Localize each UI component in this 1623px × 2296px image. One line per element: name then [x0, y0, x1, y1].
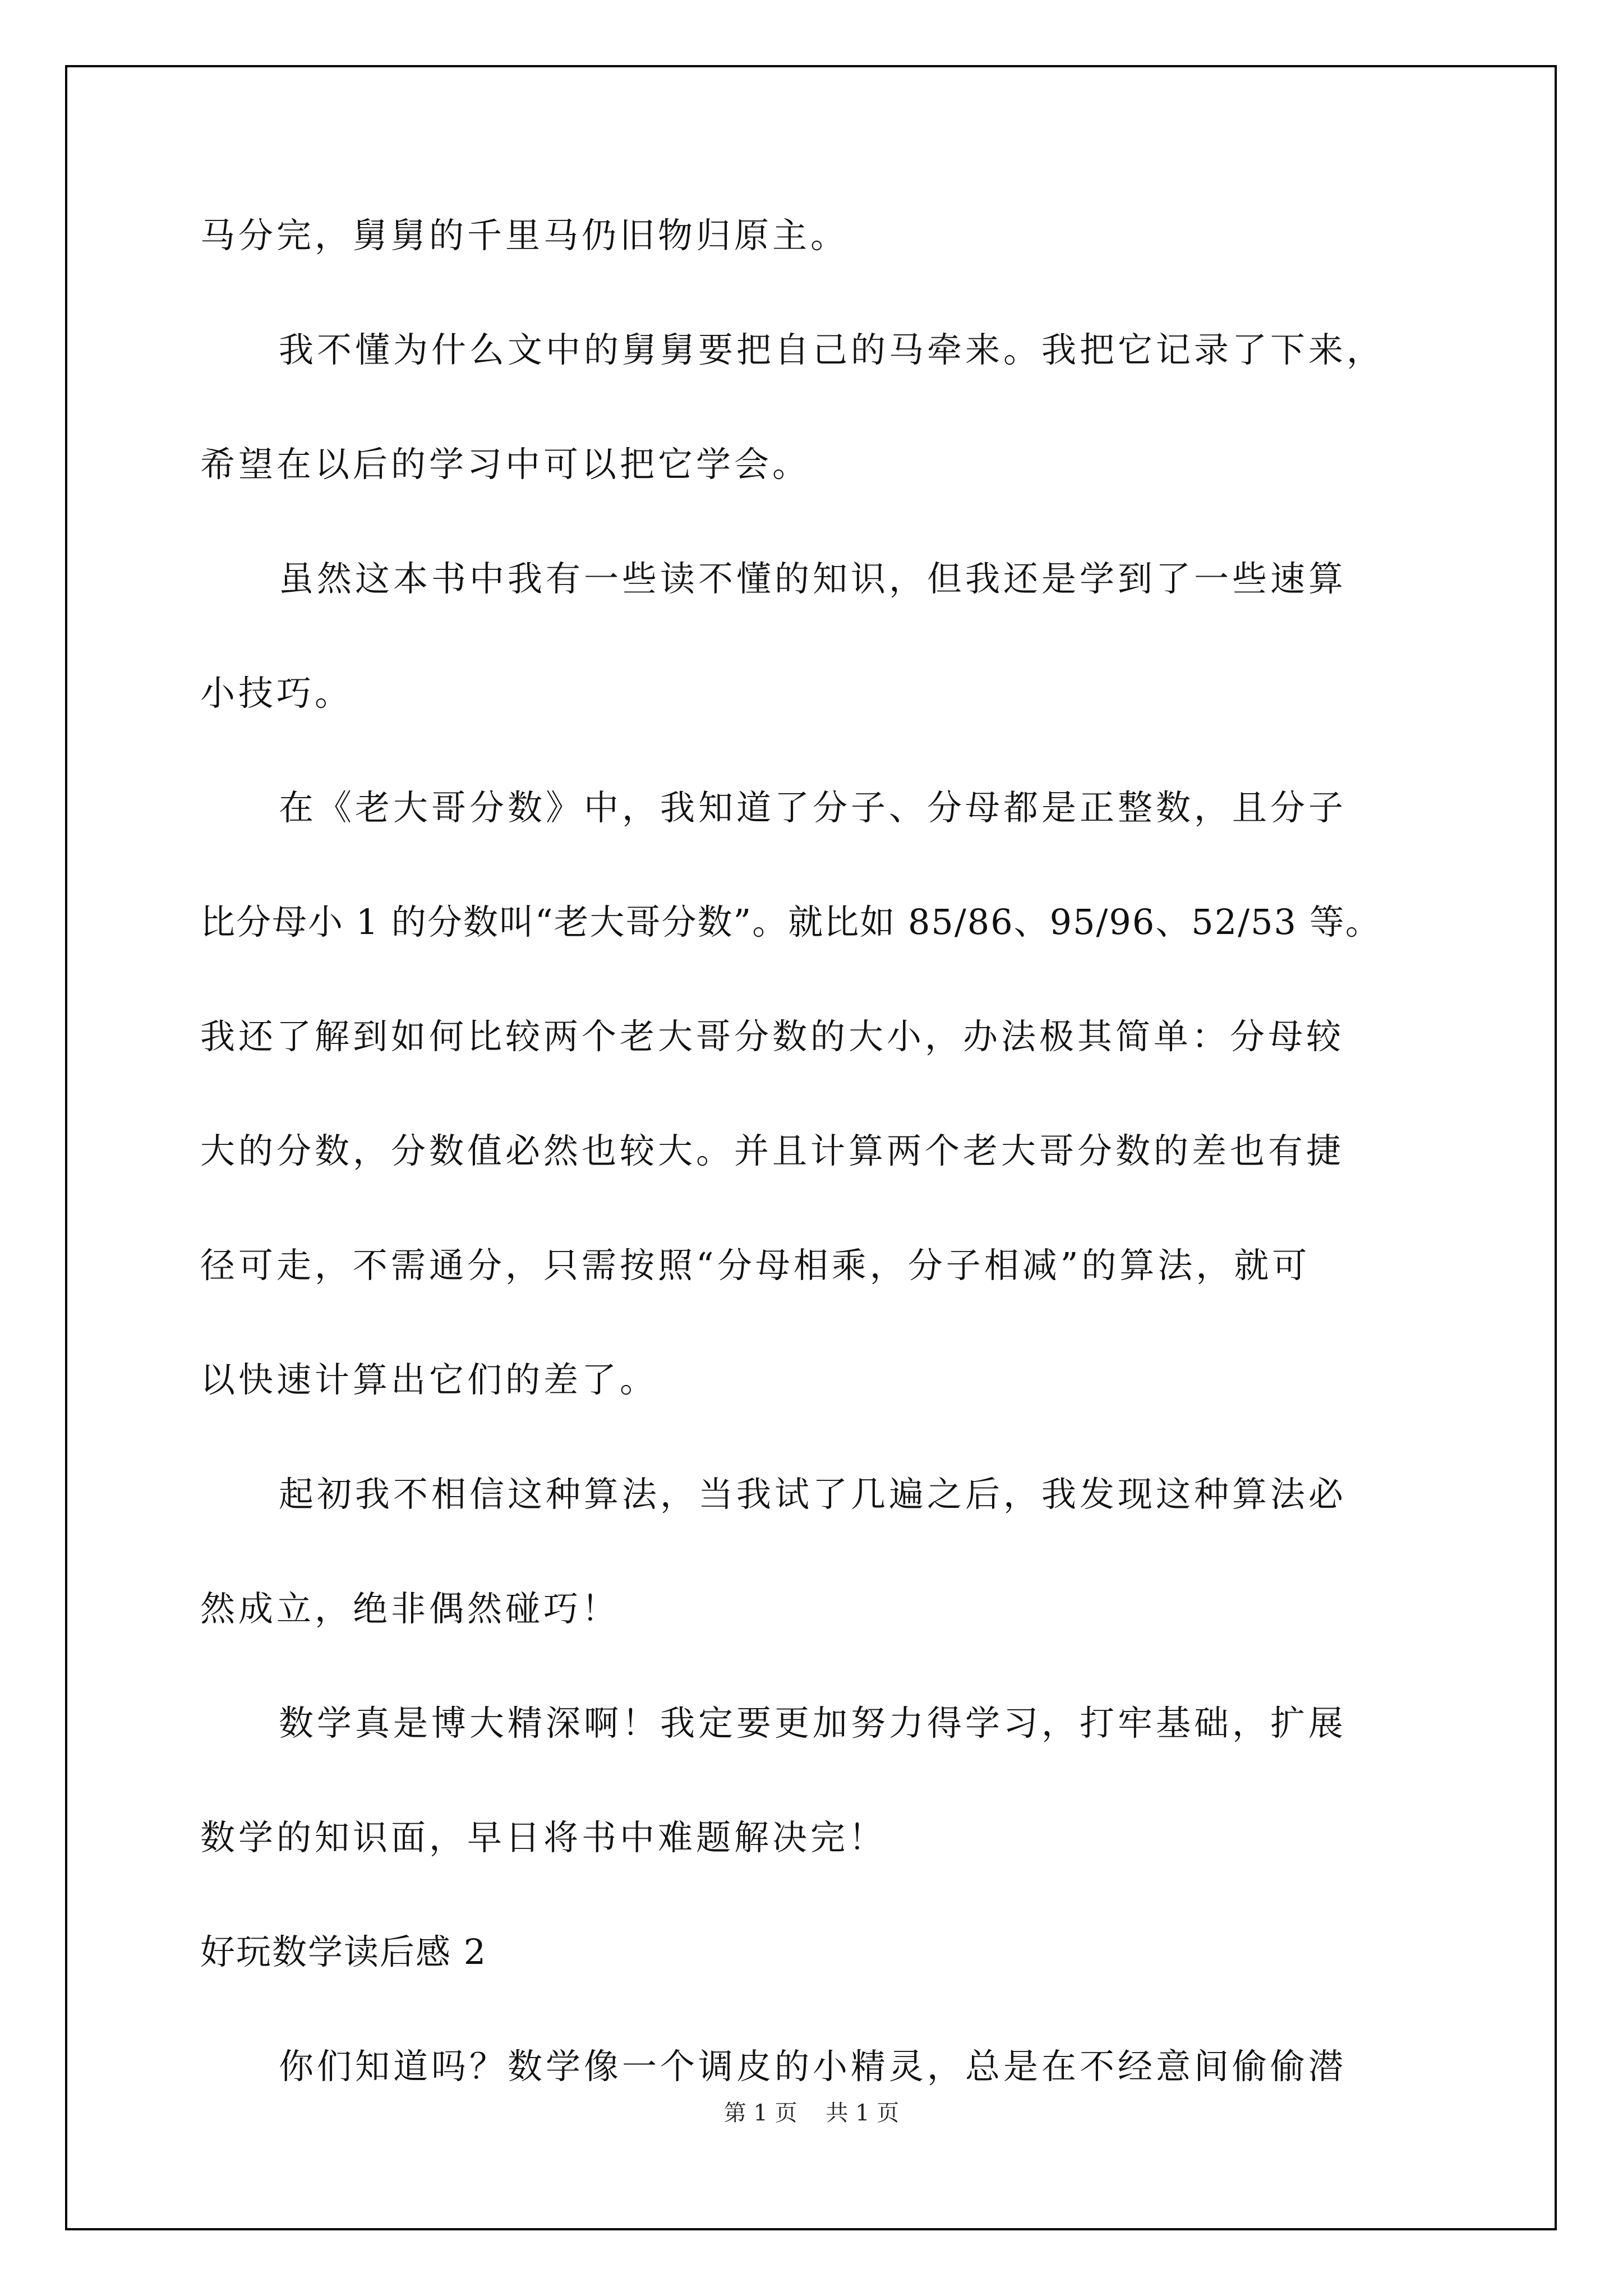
paragraph-start: 你们知道吗？数学像一个调皮的小精灵，总是在不经意间偷偷潜	[279, 2046, 1347, 2087]
text-line: 径可走，不需通分，只需按照“分母相乘，分子相减”的算法，就可	[200, 1245, 1311, 1286]
text-line: 数学的知识面，早日将书中难题解决完！	[200, 1817, 887, 1858]
paragraph-start: 我不懂为什么文中的舅舅要把自己的马牵来。我把它记录了下来，	[279, 329, 1385, 370]
page-number-footer: 第 1 页 共 1 页	[723, 2100, 900, 2126]
text-line: 我还了解到如何比较两个老大哥分数的大小，办法极其简单：分母较	[200, 1016, 1345, 1057]
text-line: 小技巧。	[200, 673, 353, 714]
paragraph-start: 起初我不相信这种算法，当我试了几遍之后，我发现这种算法必	[279, 1474, 1347, 1515]
text-line: 希望在以后的学习中可以把它学会。	[200, 444, 811, 485]
text-line: 以快速计算出它们的差了。	[200, 1359, 658, 1400]
text-line: 比分母小 1 的分数叫“老大哥分数”。就比如 85/86、95/96、52/53 等。	[200, 901, 1381, 942]
text-line: 然成立，绝非偶然碰巧！	[200, 1588, 620, 1629]
section-heading: 好玩数学读后感 2	[200, 1931, 487, 1972]
paragraph-start: 在《老大哥分数》中，我知道了分子、分母都是正整数，且分子	[279, 787, 1347, 828]
document-body	[200, 210, 1434, 2156]
text-line: 大的分数，分数值必然也较大。并且计算两个老大哥分数的差也有捷	[200, 1130, 1345, 1171]
text-line: 马分完，舅舅的千里马仍旧物归原主。	[200, 215, 849, 256]
paragraph-start: 数学真是博大精深啊！我定要更加努力得学习，打牢基础，扩展	[279, 1703, 1347, 1743]
paragraph-start: 虽然这本书中我有一些读不懂的知识，但我还是学到了一些速算	[279, 558, 1347, 599]
